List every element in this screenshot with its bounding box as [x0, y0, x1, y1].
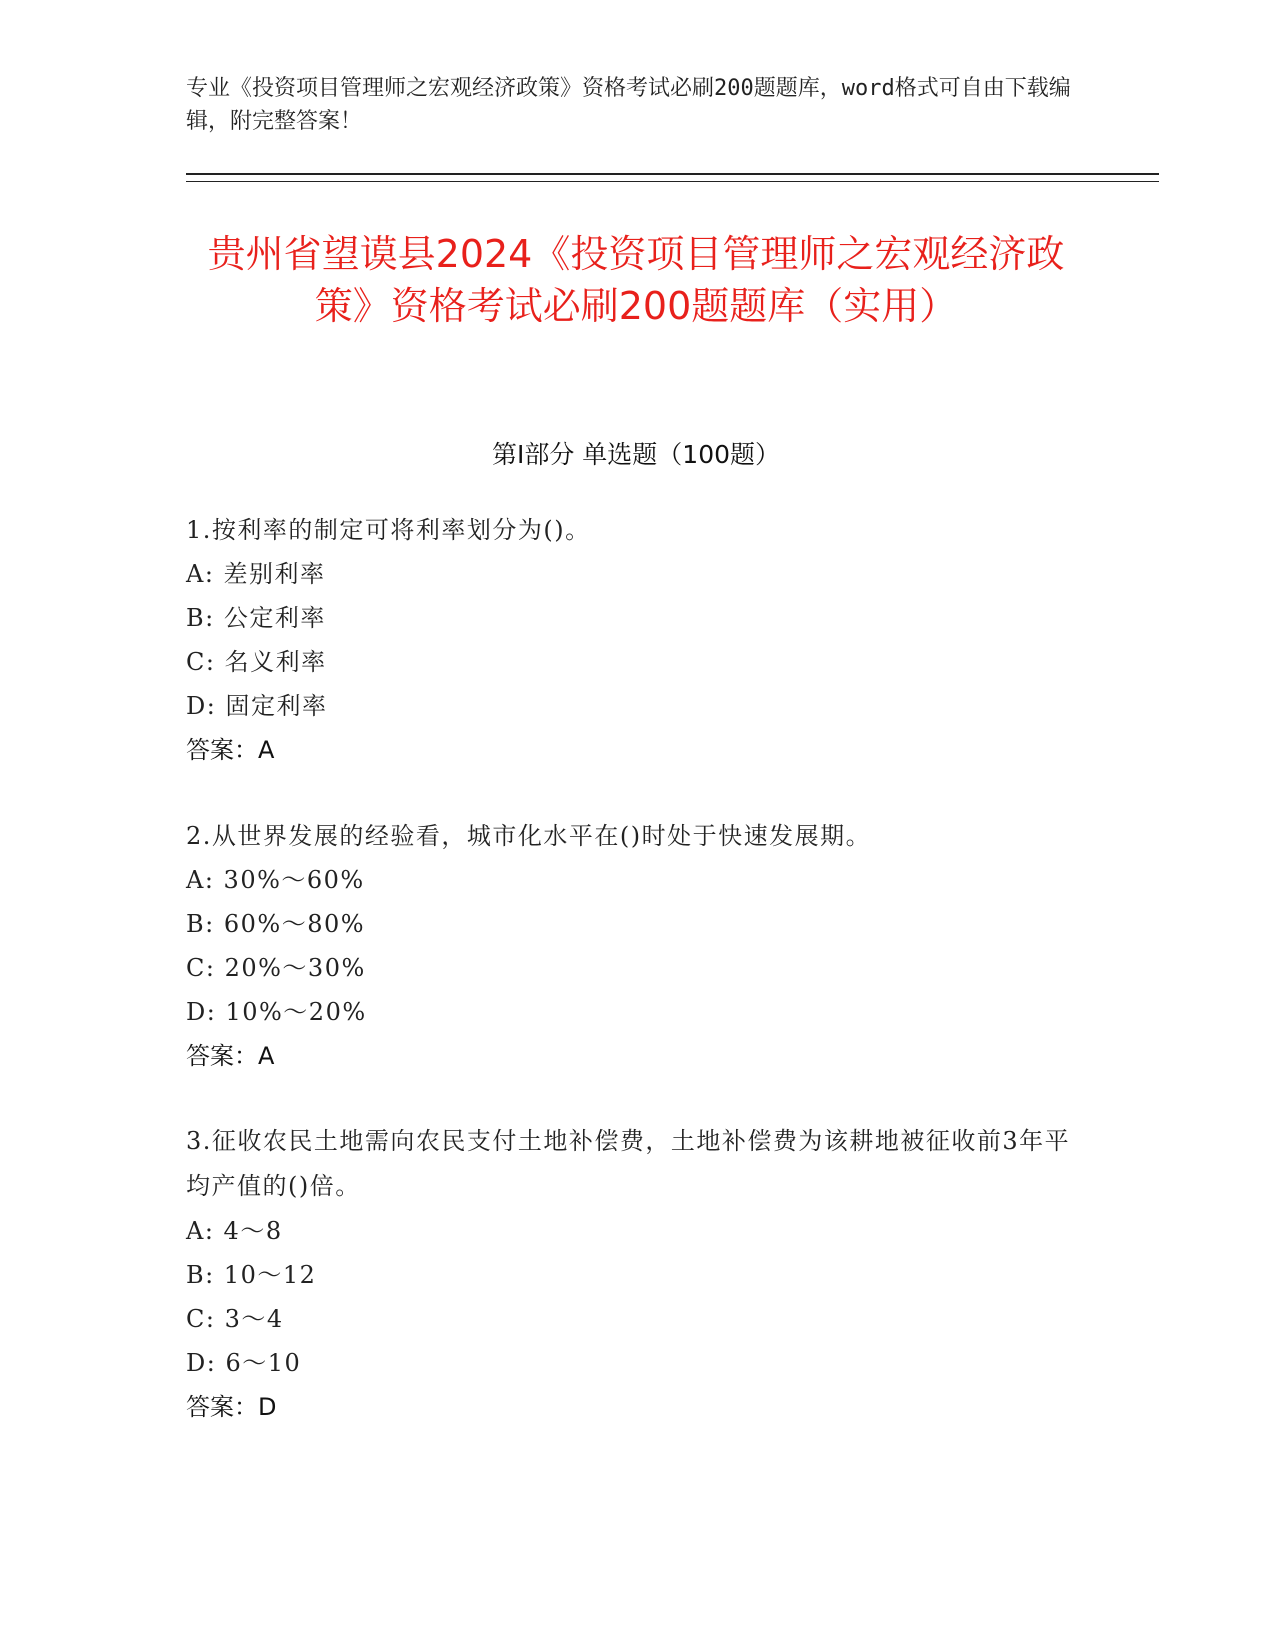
- answer: 答案：A: [186, 1042, 275, 1070]
- question-2: [186, 814, 1086, 1078]
- question-stem: 3.征收农民土地需向农民支付土地补偿费，土地补偿费为该耕地被征收前3年平均产值的()倍。: [186, 1127, 1071, 1200]
- option-c: C: 名义利率: [186, 648, 327, 676]
- option-d: D: 6～10: [186, 1349, 302, 1377]
- question-stem: 2.从世界发展的经验看，城市化水平在()时处于快速发展期。: [186, 822, 872, 850]
- header-rule-thin: [186, 181, 1159, 182]
- option-a: A: 4～8: [186, 1217, 283, 1245]
- option-a: A: 差别利率: [186, 560, 326, 588]
- question-stem: 1.按利率的制定可将利率划分为()。: [186, 516, 591, 544]
- answer: 答案：D: [186, 1393, 277, 1421]
- question-1: [186, 508, 1086, 772]
- document-title: 贵州省望谟县2024《投资项目管理师之宏观经济政策》资格考试必刷200题题库（实用）: [207, 232, 1065, 328]
- option-d: D: 10%～20%: [186, 998, 367, 1026]
- option-b: B: 公定利率: [186, 604, 326, 632]
- option-a: A: 30%～60%: [186, 866, 365, 894]
- header-note: 专业《投资项目管理师之宏观经济政策》资格考试必刷200题题库，word格式可自由下载编辑，附完整答案！: [186, 76, 1071, 134]
- header-rule-thick: [186, 173, 1159, 175]
- section-title: 第Ⅰ部分 单选题（100题）: [491, 440, 781, 469]
- option-b: B: 10～12: [186, 1261, 317, 1289]
- option-d: D: 固定利率: [186, 692, 328, 720]
- question-3: [186, 1119, 1086, 1429]
- option-c: C: 3～4: [186, 1305, 284, 1333]
- answer: 答案：A: [186, 736, 275, 764]
- option-b: B: 60%～80%: [186, 910, 366, 938]
- option-c: C: 20%～30%: [186, 954, 366, 982]
